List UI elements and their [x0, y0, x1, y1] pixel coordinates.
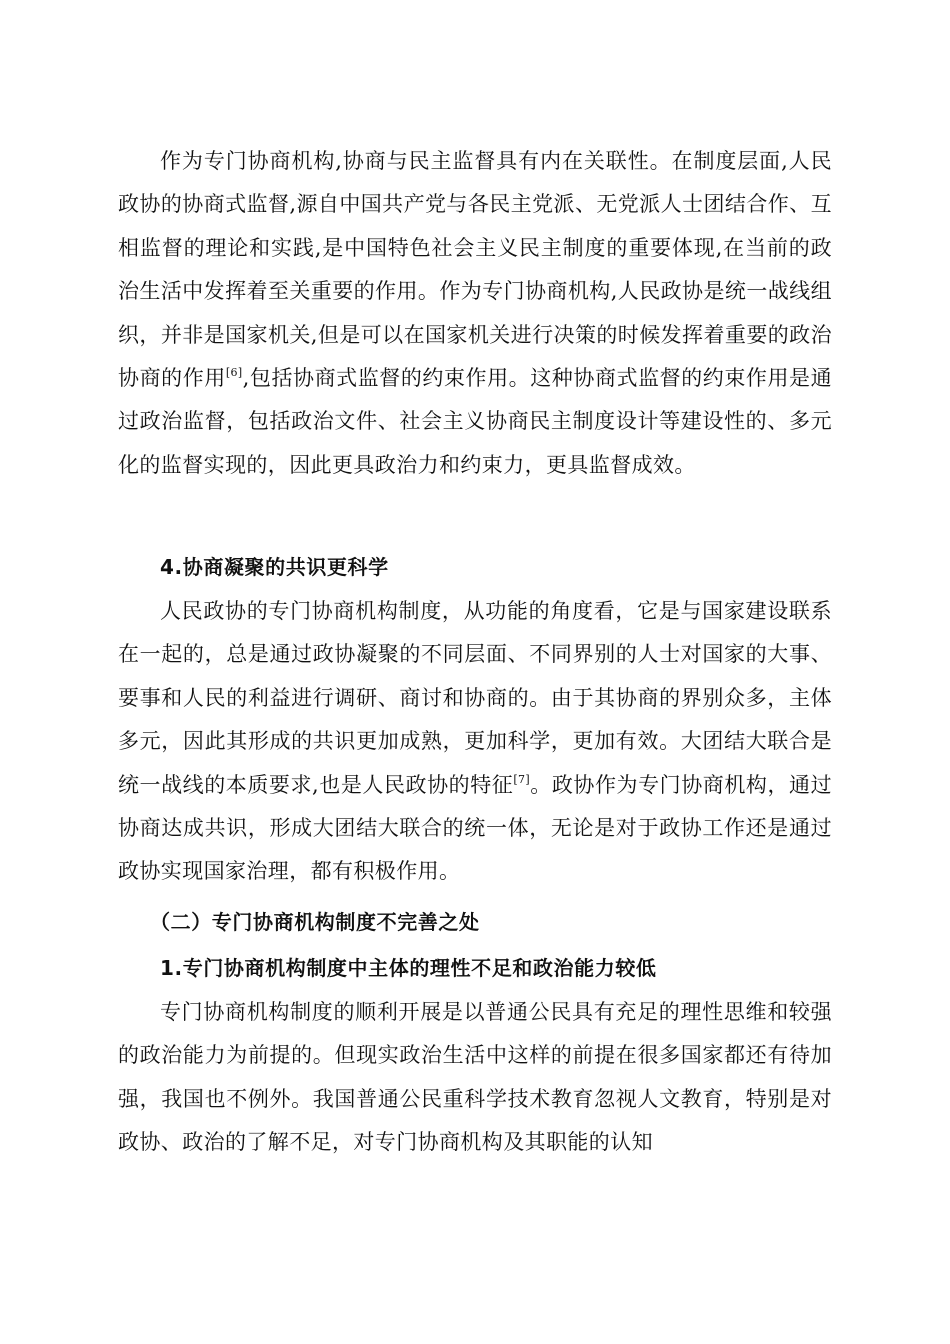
paragraph-text: 。政协作为专门协商机构，通过协商达成共识，形成大团结大联合的统一体，无论是对于政协工作还是通过政协实现国家治理，都有积极作用。: [118, 772, 832, 884]
paragraph-rationality: [118, 991, 832, 1165]
citation-ref: [7]: [513, 772, 531, 786]
paragraph-text: 人民政协的专门协商机构制度，从功能的角度看，它是与国家建设联系在一起的，总是通过政协凝聚的不同层面、不同界别的人士对国家的大事、要事和人民的利益进行调研、商讨和协商的。由于其协商的界别众多，主体多元，因此其形成的共识更加成熟，更加科学，更加有效。大团结大联合是统一战线的本质要求,也是人民政协的特征: [118, 599, 832, 797]
subheading-rationality: 1.专门协商机构制度中主体的理性不足和政治能力较低: [160, 956, 657, 980]
paragraph-consensus: [118, 590, 832, 894]
citation-ref: [6]: [225, 366, 243, 380]
paragraph-text: 专门协商机构制度的顺利开展是以普通公民具有充足的理性思维和较强的政治能力为前提的。但现实政治生活中这样的前提在很多国家都还有待加强，我国也不例外。我国普通公民重科学技术教育忽视人文教育，特别是对政协、政治的了解不足，对专门协商机构及其职能的认知: [118, 1000, 832, 1155]
subheading-consensus: 4.协商凝聚的共识更科学: [160, 555, 389, 579]
paragraph-collaborative-supervision: [118, 140, 832, 487]
section-heading: （二）专门协商机构制度不完善之处: [150, 910, 480, 934]
paragraph-text: 作为专门协商机构,协商与民主监督具有内在关联性。在制度层面,人民政协的协商式监督,源自中国共产党与各民主党派、无党派人士团结合作、互相监督的理论和实践,是中国特色社会主义民主制度的重要体现,在当前的政治生活中发挥着至关重要的作用。作为专门协商机构,人民政协是统一战线组织，并非是国家机关,但是可以在国家机关进行决策的时候发挥着重要的政治协商的作用: [118, 149, 832, 391]
paragraph-text: ,包括协商式监督的约束作用。这种协商式监督的约束作用是通过政治监督，包括政治文件、社会主义协商民主制度设计等建设性的、多元化的监督实现的，因此更具政治力和约束力，更具监督成效。: [118, 366, 833, 477]
